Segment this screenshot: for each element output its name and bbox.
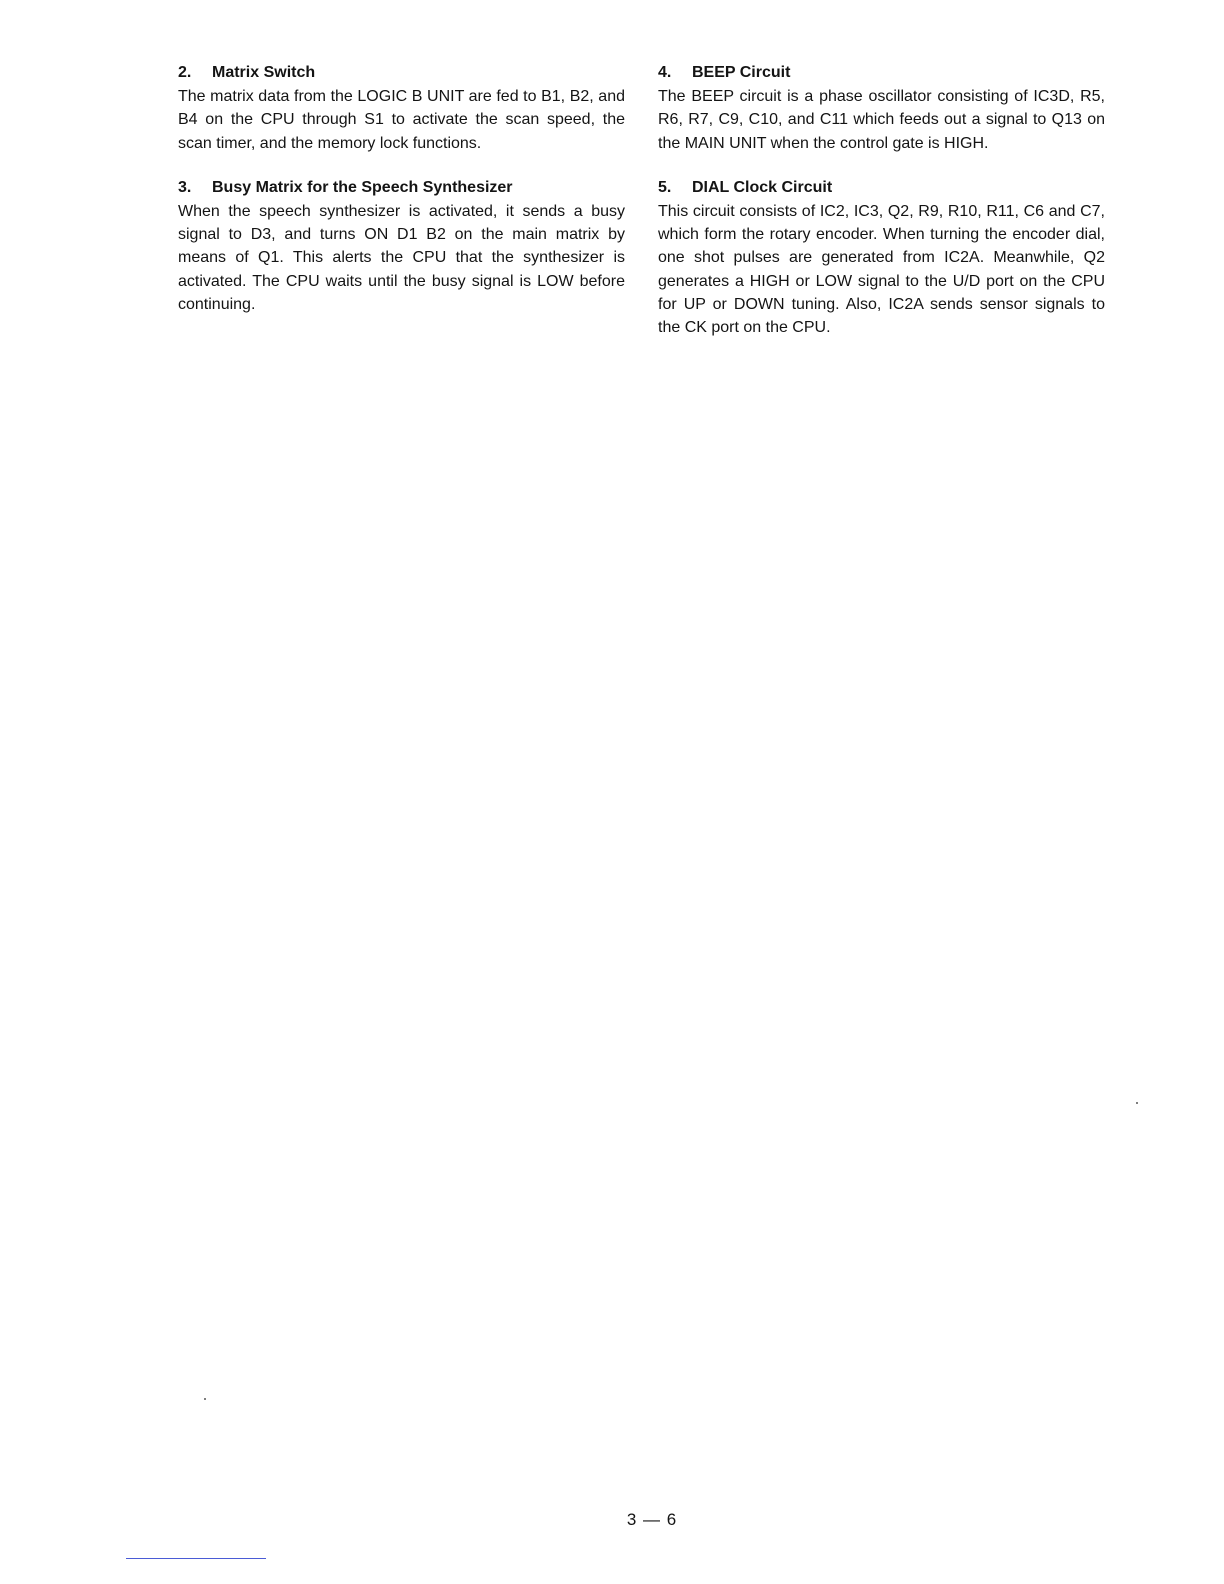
section-number: 4. (658, 64, 672, 81)
section-number: 2. (178, 64, 192, 81)
section-body: When the speech synthesizer is activated, it sends a busy signal to D3, and turns ON D1 B2 on the main matrix by means of Q1. This alerts the CPU that the synthesizer is activated. The CPU waits until the busy signal is LOW before continuing. (178, 202, 625, 314)
section-heading (658, 61, 1105, 85)
section-busy-matrix (178, 176, 625, 316)
section-heading (178, 61, 625, 85)
section-title: DIAL Clock Circuit (692, 178, 833, 196)
footer-rule (126, 1558, 266, 1559)
section-title: BEEP Circuit (692, 64, 791, 81)
section-title: Busy Matrix for the Speech Synthesizer (212, 178, 513, 196)
section-heading (178, 176, 625, 200)
section-heading (658, 176, 1105, 200)
section-body: The BEEP circuit is a phase oscillator consisting of IC3D, R5, R6, R7, C9, C10, and C11 which feeds out a signal to Q13 on the MAIN UNIT when the control gate is HIGH. (658, 88, 1105, 152)
section-number: 5. (658, 178, 672, 196)
section-title: Matrix Switch (212, 64, 316, 81)
section-matrix-switch (178, 61, 625, 155)
left-column (178, 61, 625, 337)
section-beep-circuit (658, 61, 1105, 155)
page-number: 3 — 6 (626, 1510, 678, 1529)
section-dial-clock-circuit (658, 176, 1105, 340)
section-body: The matrix data from the LOGIC B UNIT are fed to B1, B2, and B4 on the CPU through S1 to activate the scan speed, the scan timer, and the memory lock functions. (178, 88, 625, 152)
right-column (658, 61, 1105, 361)
scan-speck (1136, 1102, 1138, 1104)
scan-speck (204, 1398, 206, 1400)
section-number: 3. (178, 178, 192, 196)
section-body: This circuit consists of IC2, IC3, Q2, R9, R10, R11, C6 and C7, which form the rotary encoder. When turning the encoder dial, one shot pulses are generated from IC2A. Meanwhile, Q2 generates a HIGH or LOW signal to the U/D port on the CPU for UP or DOWN tuning. Also, IC2A sends sensor signals to the CK port on the CPU. (658, 202, 1105, 337)
